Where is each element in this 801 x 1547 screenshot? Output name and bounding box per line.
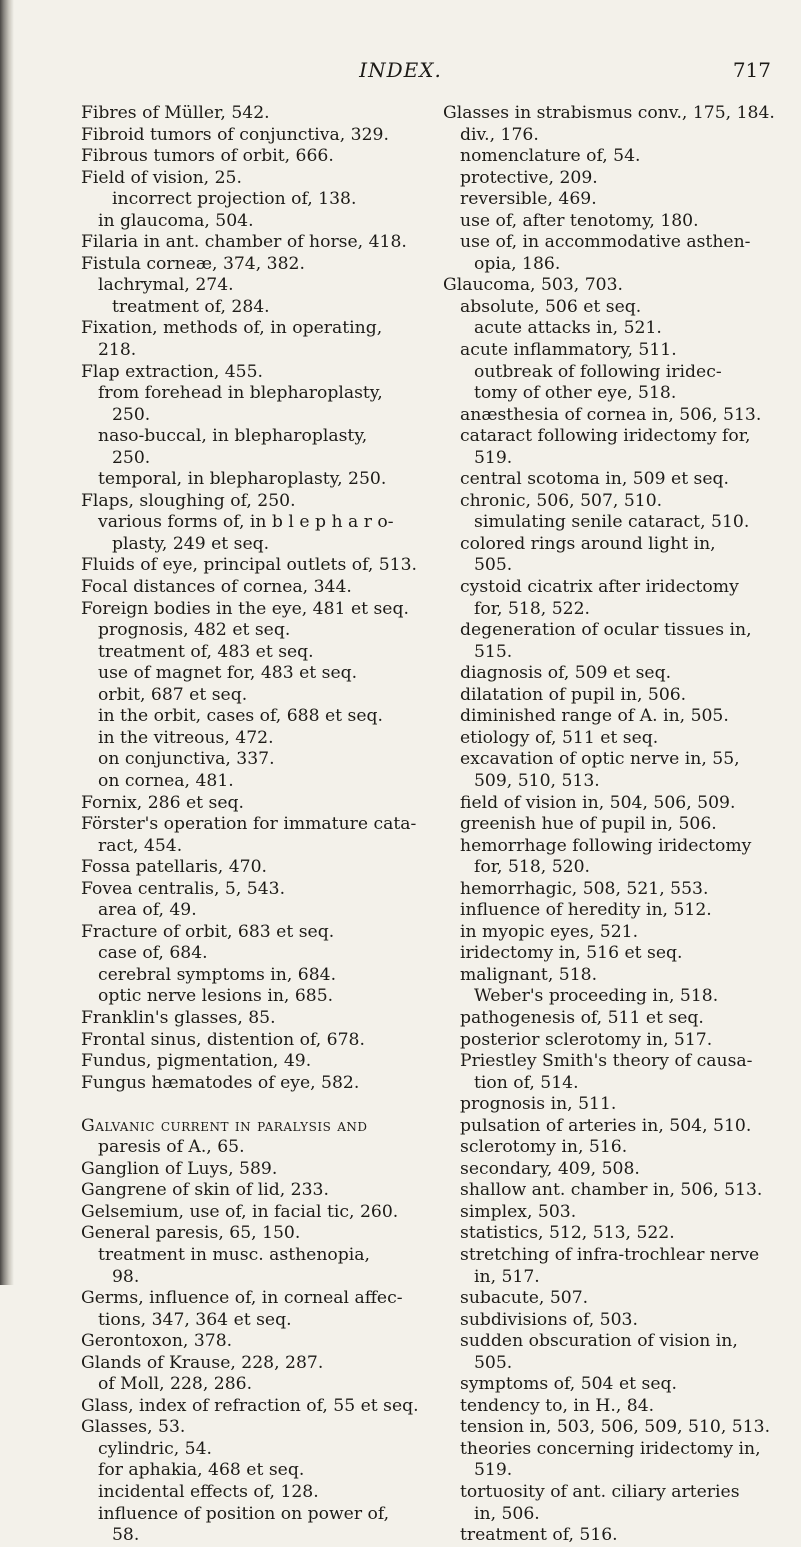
index-entry: diagnosis of, 509 et seq. xyxy=(460,663,672,684)
index-entry: 250. xyxy=(112,404,151,425)
index-entry: cerebral symptoms in, 684. xyxy=(98,964,337,985)
index-entry: Fluids of eye, principal outlets of, 513. xyxy=(81,555,418,576)
index-entry: lachrymal, 274. xyxy=(98,275,234,296)
index-entry: paresis of A., 65. xyxy=(98,1137,245,1158)
index-entry: field of vision in, 504, 506, 509. xyxy=(460,792,736,813)
index-entry: tion of, 514. xyxy=(474,1072,579,1093)
index-entry: 515. xyxy=(474,641,513,662)
index-entry: etiology of, 511 et seq. xyxy=(460,727,659,748)
index-entry: optic nerve lesions in, 685. xyxy=(98,986,334,1007)
index-entry: treatment in musc. asthenopia, xyxy=(98,1244,370,1265)
index-entry: Fracture of orbit, 683 et seq. xyxy=(81,921,335,942)
index-entry: Glaucoma, 503, 703. xyxy=(443,275,623,296)
page-header xyxy=(0,58,801,82)
index-entry: simulating senile cataract, 510. xyxy=(474,512,750,533)
index-entry: 505. xyxy=(474,555,513,576)
index-entry: Glands of Krause, 228, 287. xyxy=(81,1352,324,1373)
index-entry: Weber's proceeding in, 518. xyxy=(474,986,719,1007)
index-entry: influence of heredity in, 512. xyxy=(460,900,712,921)
index-entry: prognosis, 482 et seq. xyxy=(98,620,291,641)
index-entry: sudden obscuration of vision in, xyxy=(460,1331,738,1352)
index-column-right xyxy=(443,103,776,1547)
index-entry: dilatation of pupil in, 506. xyxy=(460,684,687,705)
index-entry: malignant, 518. xyxy=(460,964,598,985)
index-entry: in, 506. xyxy=(474,1503,540,1524)
index-entry: Galvanic current in paralysis and xyxy=(81,1115,368,1136)
page-binding-edge xyxy=(0,0,14,1285)
index-entry: various forms of, in b l e p h a r o- xyxy=(98,512,394,533)
index-entry: Fovea centralis, 5, 543. xyxy=(81,878,286,899)
index-entry: incidental effects of, 128. xyxy=(98,1482,319,1502)
index-entry: Fixation, methods of, in operating, xyxy=(81,318,383,339)
index-entry: naso-buccal, in blepharoplasty, xyxy=(98,426,368,447)
index-entry: cystoid cicatrix after iridectomy xyxy=(460,577,739,598)
index-entry: prognosis in, 511. xyxy=(460,1094,617,1115)
index-entry: theories concerning iridectomy in, xyxy=(460,1438,761,1459)
index-entry: hemorrhagic, 508, 521, 553. xyxy=(460,878,709,899)
index-entry: use of, after tenotomy, 180. xyxy=(460,210,699,231)
index-entry: tension in, 503, 506, 509, 510, 513. xyxy=(460,1417,771,1438)
index-entry: secondary, 409, 508. xyxy=(460,1158,640,1179)
index-entry: excavation of optic nerve in, 55, xyxy=(460,749,740,770)
index-entry: in glaucoma, 504. xyxy=(98,210,254,231)
index-entry: from forehead in blepharoplasty, xyxy=(98,383,383,404)
index-entry: degeneration of ocular tissues in, xyxy=(460,620,752,641)
index-entry: Frontal sinus, distention of, 678. xyxy=(81,1029,365,1050)
index-entry: temporal, in blepharoplasty, 250. xyxy=(98,469,387,490)
index-entry: Gerontoxon, 378. xyxy=(81,1331,233,1352)
running-title: INDEX. xyxy=(359,58,442,82)
index-entry: plasty, 249 et seq. xyxy=(112,533,270,554)
index-entry: Gelsemium, use of, in facial tic, 260. xyxy=(81,1201,399,1222)
index-entry: Flaps, sloughing of, 250. xyxy=(81,490,296,511)
index-entry: Flap extraction, 455. xyxy=(81,361,264,382)
index-entry: for aphakia, 468 et seq. xyxy=(98,1460,305,1481)
index-entry: hemorrhage following iridectomy xyxy=(460,835,752,856)
index-entry xyxy=(81,1094,414,1116)
index-entry: Fundus, pigmentation, 49. xyxy=(81,1051,312,1072)
index-entry: Foreign bodies in the eye, 481 et seq. xyxy=(81,598,409,619)
index-entry: outbreak of following iridec- xyxy=(474,361,722,382)
index-entry: 509, 510, 513. xyxy=(474,770,600,791)
index-entry: orbit, 687 et seq. xyxy=(98,684,248,705)
index-entry: on conjunctiva, 337. xyxy=(98,749,275,770)
index-entry: Fibrous tumors of orbit, 666. xyxy=(81,146,334,167)
index-entry: 250. xyxy=(112,447,151,468)
index-entry: pulsation of arteries in, 504, 510. xyxy=(460,1115,752,1136)
index-entry: case of, 684. xyxy=(98,943,208,964)
index-entry: opia, 186. xyxy=(474,253,561,274)
index-entry: in, 517. xyxy=(474,1266,540,1287)
index-entry: Fibroid tumors of conjunctiva, 329. xyxy=(81,124,389,145)
index-entry: Fossa patellaris, 470. xyxy=(81,857,267,878)
index-entry: diminished range of A. in, 505. xyxy=(460,706,729,727)
index-entry: use of magnet for, 483 et seq. xyxy=(98,663,358,684)
page-number: 717 xyxy=(732,58,771,82)
index-entry: Glasses in strabismus conv., 175, 184. xyxy=(443,103,775,123)
index-entry: Germs, influence of, in corneal affec- xyxy=(81,1288,403,1309)
index-entry: incorrect projection of, 138. xyxy=(112,189,357,210)
index-entry: Fistula corneæ, 374, 382. xyxy=(81,253,305,274)
index-entry: Focal distances of cornea, 344. xyxy=(81,577,352,598)
index-entry: acute inflammatory, 511. xyxy=(460,340,677,361)
index-entry: chronic, 506, 507, 510. xyxy=(460,490,663,511)
index-entry: on cornea, 481. xyxy=(98,770,234,791)
index-entry: tortuosity of ant. ciliary arteries xyxy=(460,1482,740,1502)
index-entry: use of, in accommodative asthen- xyxy=(460,232,751,253)
index-entry: Glasses, 53. xyxy=(81,1417,186,1438)
index-entry: treatment of, 516. xyxy=(460,1525,618,1546)
index-entry: Förster's operation for immature cata- xyxy=(81,814,417,835)
index-entry: in the orbit, cases of, 688 et seq. xyxy=(98,706,383,727)
index-entry: Franklin's glasses, 85. xyxy=(81,1007,276,1028)
index-entry: Ganglion of Luys, 589. xyxy=(81,1158,278,1179)
index-entry: subacute, 507. xyxy=(460,1288,589,1309)
index-entry: Fungus hæmatodes of eye, 582. xyxy=(81,1072,360,1093)
index-entry: influence of position on power of, xyxy=(98,1503,390,1524)
index-entry: div., 176. xyxy=(460,124,539,145)
index-entry: for, 518, 522. xyxy=(474,598,590,619)
index-entry: 519. xyxy=(474,447,513,468)
index-entry: Glass, index of refraction of, 55 et seq. xyxy=(81,1395,419,1416)
index-entry: reversible, 469. xyxy=(460,189,597,210)
index-entry: in myopic eyes, 521. xyxy=(460,921,639,942)
index-entry: 58. xyxy=(112,1525,140,1546)
index-entry: for, 518, 520. xyxy=(474,857,590,878)
index-entry: Gangrene of skin of lid, 233. xyxy=(81,1180,329,1201)
index-entry: statistics, 512, 513, 522. xyxy=(460,1223,675,1244)
index-entry: General paresis, 65, 150. xyxy=(81,1223,301,1244)
index-entry: tendency to, in H., 84. xyxy=(460,1395,655,1416)
index-entry: treatment of, 284. xyxy=(112,296,270,317)
index-entry: 505. xyxy=(474,1352,513,1373)
index-entry: pathogenesis of, 511 et seq. xyxy=(460,1007,704,1028)
index-entry: 218. xyxy=(98,340,137,361)
index-entry: cylindric, 54. xyxy=(98,1438,213,1459)
index-entry: shallow ant. chamber in, 506, 513. xyxy=(460,1180,763,1201)
index-entry: acute attacks in, 521. xyxy=(474,318,662,339)
index-entry: Field of vision, 25. xyxy=(81,167,242,188)
index-entry: area of, 49. xyxy=(98,900,197,921)
index-entry: cataract following iridectomy for, xyxy=(460,426,751,447)
index-column-left xyxy=(81,103,419,1547)
index-entry: of Moll, 228, 286. xyxy=(98,1374,253,1395)
index-entry: 519. xyxy=(474,1460,513,1481)
index-entry: protective, 209. xyxy=(460,167,598,188)
index-entry: Filaria in ant. chamber of horse, 418. xyxy=(81,232,407,253)
index-entry: simplex, 503. xyxy=(460,1201,577,1222)
index-entry: anæsthesia of cornea in, 506, 513. xyxy=(460,404,762,425)
index-entry: greenish hue of pupil in, 506. xyxy=(460,814,717,835)
index-entry: posterior sclerotomy in, 517. xyxy=(460,1029,713,1050)
index-entry: absolute, 506 et seq. xyxy=(460,296,642,317)
index-entry: in the vitreous, 472. xyxy=(98,727,274,748)
index-entry: nomenclature of, 54. xyxy=(460,146,641,167)
index-entry: central scotoma in, 509 et seq. xyxy=(460,469,730,490)
index-entry: stretching of infra-trochlear nerve xyxy=(460,1244,760,1265)
index-entry: Priestley Smith's theory of causa- xyxy=(460,1051,753,1072)
index-entry: ract, 454. xyxy=(98,835,183,856)
index-entry: iridectomy in, 516 et seq. xyxy=(460,943,683,964)
index-entry: Fornix, 286 et seq. xyxy=(81,792,245,813)
index-entry: tions, 347, 364 et seq. xyxy=(98,1309,292,1330)
index-entry: tomy of other eye, 518. xyxy=(474,383,677,404)
index-entry: sclerotomy in, 516. xyxy=(460,1137,628,1158)
index-entry: 98. xyxy=(112,1266,140,1287)
index-entry: symptoms of, 504 et seq. xyxy=(460,1374,677,1395)
index-entry: Fibres of Müller, 542. xyxy=(81,103,270,123)
index-entry: subdivisions of, 503. xyxy=(460,1309,638,1330)
index-entry: colored rings around light in, xyxy=(460,533,716,554)
index-entry: treatment of, 483 et seq. xyxy=(98,641,314,662)
